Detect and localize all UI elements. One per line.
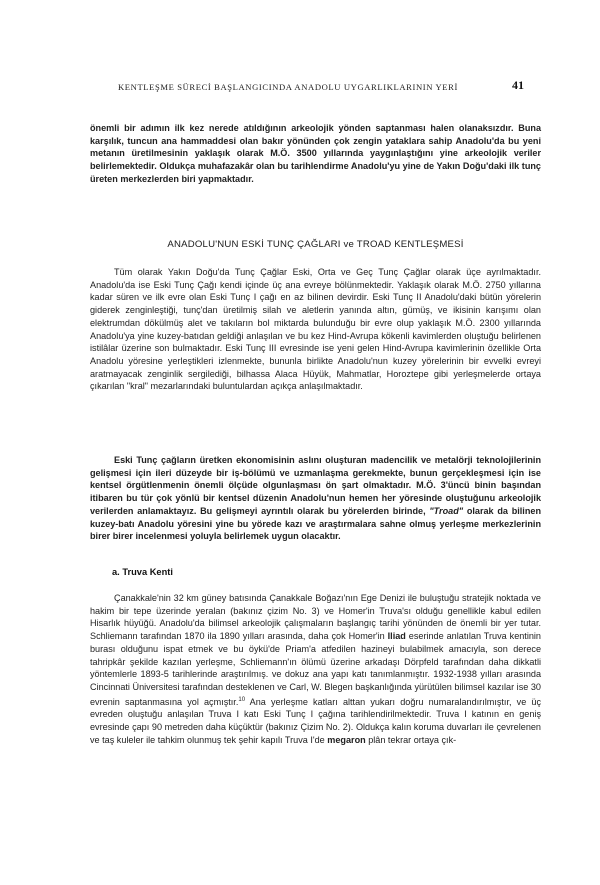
page-number: 41 — [512, 78, 524, 92]
megaron-term: megaron — [327, 734, 366, 745]
section-heading: ANADOLU'NUN ESKİ TUNÇ ÇAĞLARI ve TROAD KENTLEŞMESİ — [167, 239, 464, 250]
paragraph-truva-text-4: plân tekrar ortaya çık- — [365, 734, 457, 745]
subsection-heading: a. Truva Kenti — [112, 567, 173, 577]
paragraph-troad-text: Eski Tunç çağların üretken ekonomisinin aslını oluşturan madencilik ve metalörji teknolojilerinin gelişmesi için ileri düzeyde bir iş-bölümü ve uzmanlaşma gerekmekte, bunun gerçekleşmesi için ise kentsel örgütlenmenin önemli ölçüde olgunlaşması ön şart olmaktadır. M.Ö. 3'üncü binin başından itibaren bu tür çok yönlü bir kentsel düzenin Anadolu'nun hemen her yöresinde oluştuğunu arkeolojik verilerden anlamaktayız. Bu gelişmeyi ayrıntılı olarak bu yörelerden birinde, — [90, 455, 541, 516]
paragraph-truva — [90, 592, 541, 746]
paragraph-troad-text-end: olarak da bilinen kuzey-batı Anadolu yöresini yine bu yörede kazı ve araştırmalara sahne olmuş yerleşme merkezlerinin birer birer incelenmesi yoluyla belirlemek uygun olacaktır. — [90, 505, 541, 542]
intro-paragraph — [90, 122, 541, 186]
paragraph-truva-text-3: Ana yerleşme katları alttan yukarı doğru numaralandırılmıştır, ve üç evreden oluştuğu anlaşılan Truva I katı Eski Tunç I çağına tarihlendirilmektedir. Truva I katının en geniş evresinde çapı 90 metreden daha küçüktür (bakınız Çizim No. 2). Oldukça kalın koruma duvarları ile çevrelenen ve taş kuleler ile tahkim olunmuş tek şehir kapılı Truva I'de — [90, 696, 541, 745]
paragraph-truva-text-2: eserinde anlatılan Truva kentinin burası olduğunu ispat etmek ve bu öykü'de Priam'a atfedilen hazineyi bulabilmek amacıyla, son derece tahripkâr şekilde kazılan yerleşme, Schliemann'ın ölümü üzerine arkadaşı Dörpfeld tarafından daha dikkatli yöntemlerle 1893-5 tarihlerinde araştırılmış. ve dokuz ana yapı katı tanımlanmıştır. 1932-1938 yılları arasında Cincinnati Üniversitesi tarafından desteklenen ve Carl, W. Blegen başkanlığında yürütülen bilimsel kazılar ise 30 evrenin saptanmasına yol açmıştır. — [90, 631, 541, 707]
iliad-term: Iliad — [387, 631, 406, 642]
running-header-title: KENTLEŞME SÜRECİ BAŞLANGICINDA ANADOLU UYGARLIKLARININ YERİ — [118, 82, 458, 92]
paragraph-bronze-ages-text: Tüm olarak Yakın Doğu'da Tunç Çağlar Eski, Orta ve Geç Tunç Çağlar olarak üçe ayrılmaktadır. Anadolu'da ise Eski Tunç Çağı kendi içinde üç ana evreye bölünmektedir. Yaklaşık olarak M.Ö. 2750 yıllarına kadar süren ve ilk evre olan Eski Tunç I çağı en az bilinen devirdir. Eski Tunç II Anadolu'daki bütün yörelerin giderek zenginleştiği, tunç'dan üretilmiş silah ve aletlerin yanında altın, gümüş, ve ikisinin karışımı olan elektrumdan dökülmüş alet ve takıların bol miktarda bulunduğu bir evre olup yaklaşık M.Ö. 2300 yıllarında Anadolu'ya yine kuzey-batıdan geldiği anlaşılan ve bu kez Hind-Avrupa kökenli kavimlerden oluştuğu belirlenen istilâlar üzerine son bulmaktadır. Eski Tunç III evresinde ise yeni gelen Hind-Avrupa kavimlerinin özellikle Orta Anadolu yöresine yerleştikleri izlenmekte, bununla birlikte Anadolu'nun kuzey yörelerinin bir evvelki evreyi aratmayacak zenginlik sergilediği, bilhassa Alaca Hüyük, Mahmatlar, Horoztepe gibi yerleşmelerde ortaya çıkarılan "kral" mezarlarındaki buluntulardan açıkça anlaşılmaktadır. — [90, 267, 541, 392]
troad-term: "Troad" — [429, 505, 464, 516]
paragraph-troad — [90, 454, 541, 543]
paragraph-truva-text: Çanakkale'nin 32 km güney batısında Çanakkale Boğazı'nın Ege Denizi ile buluştuğu stratejik noktada ve hakim bir tepe üzerinde yeralan (bakınız çizim No. 3) ve Homer'in Truva'sı olduğu genellikle kabul edilen Hisarlık hüyüğü. Anadolu'da bilimsel arkeolojik çalışmaların başlangıç tarihi yönünden de önemli bir yer tutar. Schliemann tarafından 1870 ila 1890 yılları arasında, daha çok Homer'in — [90, 593, 541, 642]
paragraph-bronze-ages — [90, 266, 541, 393]
footnote-ref[interactable]: 10 — [238, 696, 246, 703]
intro-text-continued: Oldukça muhafazakâr olan bu tarihlendirme Anadolu'yu yine de Yakın Doğu'daki ilk tunç üreten merkezlerden biri yapmaktadır. — [90, 161, 541, 184]
intro-text: önemli bir adımın ilk kez nerede atıldığının arkeolojik yönden saptanması halen olanaksızdır. Buna karşılık, tuncun ana hammaddesi olan bakır yönünden çok zengin yataklara sahip Anadolu'da bu yeni metanın üretilmesinin yaklaşık olarak M.Ö. 3500 yıllarında yaygınlaştığını yine arkeolojik veriler belirlemektedir. — [90, 123, 541, 172]
